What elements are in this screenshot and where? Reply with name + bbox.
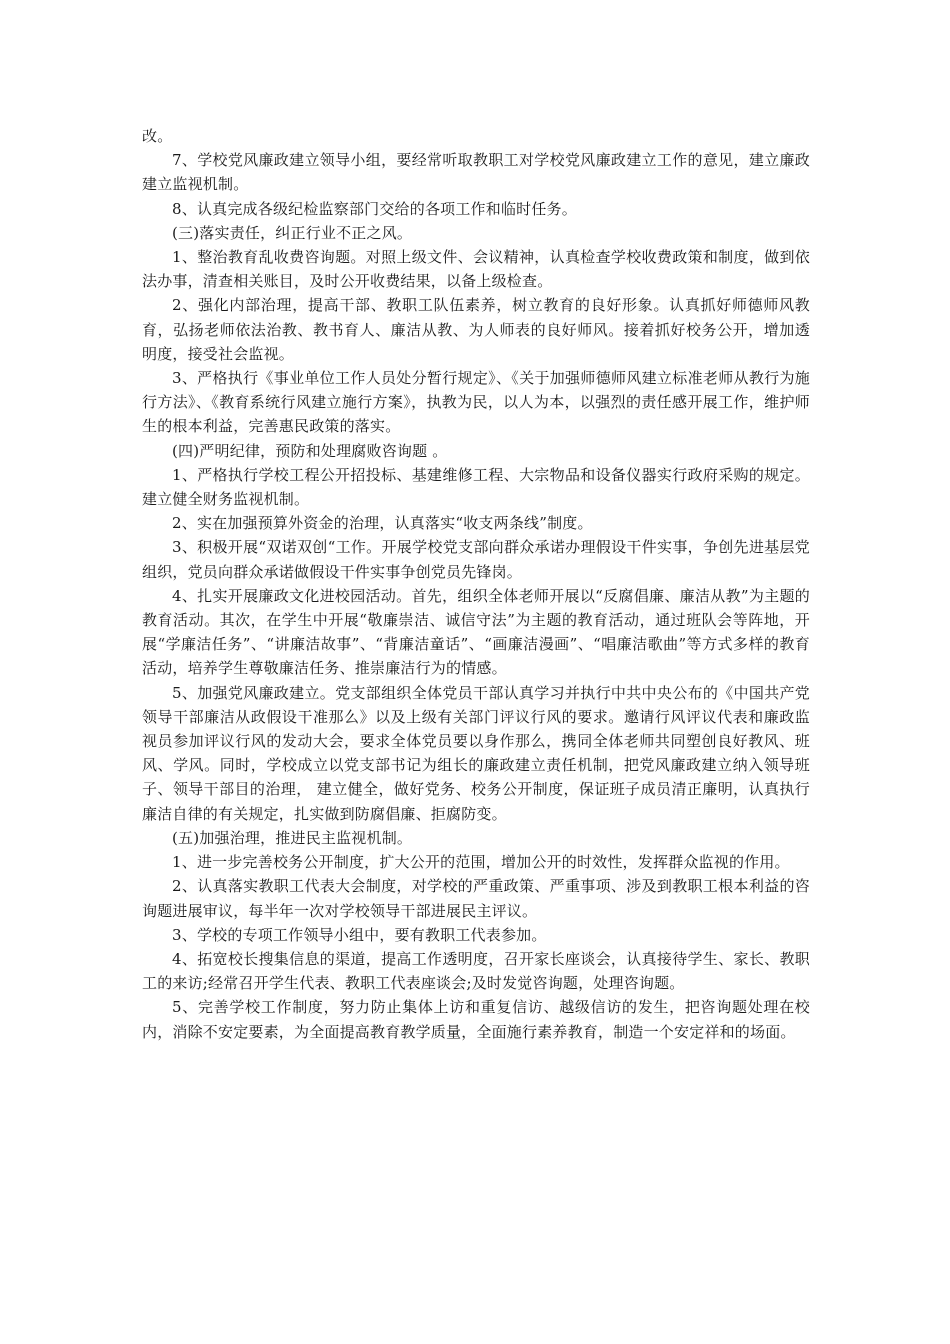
section-heading-5: (五)加强治理，推进民主监视机制。 <box>172 828 413 847</box>
paragraph-14: 1、进一步完善校务公开制度，扩大公开的范围，增加公开的时效性，发挥群众监视的作用。 <box>172 853 790 872</box>
paragraph-11: 4、扎实开展廉政文化进校园活动。首先，组织全体老师开展以“反腐倡廉、廉洁从教”为主题的教育活动。其次，在学生中开展“敬廉崇洁、诚信守法”为主题的教育活动，通过班队会等阵地，开展“学廉洁任务”、“讲廉洁故事”、“背廉洁童话”、“画廉洁漫画”、“唱廉洁歌曲”等方式多样的教育活动，培养学生尊敬廉洁任务、推崇廉洁行为的情感。 <box>142 586 810 678</box>
paragraph-4: 1、整治教育乱收费咨询题。对照上级文件、会议精神，认真检查学校收费政策和制度，做到依法办事，清查相关账目，及时公开收费结果，以备上级检查。 <box>142 248 810 291</box>
paragraph-1: 7、学校党风廉政建立领导小组，要经常听取教职工对学校党风廉政建立工作的意见，建立廉政建立监视机制。 <box>142 151 810 194</box>
paragraph-16: 3、学校的专项工作领导小组中，要有教职工代表参加。 <box>172 925 547 944</box>
paragraph-9: 2、实在加强预算外资金的治理，认真落实“收支两条线”制度。 <box>172 514 593 533</box>
section-heading-4: (四)严明纪律，预防和处理腐败咨询题 。 <box>172 441 448 460</box>
document-body <box>142 124 810 1044</box>
paragraph-12: 5、加强党风廉政建立。党支部组织全体党员干部认真学习并执行中共中央公布的《中国共产党领导干部廉洁从政假设干准那么》以及上级有关部门评议行风的要求。邀请行风评议代表和廉政监视员参加评议行风的发动大会，要求全体党员要以身作那么，携同全体老师共同塑创良好教风、班风、学风。同时，学校成立以党支部书记为组长的廉政建立责任机制，把党风廉政建立纳入领导班子、领导干部目的治理， 建立健全，做好党务、校务公开制度，保证班子成员清正廉明，认真执行廉洁自律的有关规定，扎实做到防腐倡廉、拒腐防变。 <box>142 683 810 823</box>
paragraph-10: 3、积极开展“双诺双创“工作。开展学校党支部向群众承诺办理假设干件实事，争创先进基层党组织，党员向群众承诺做假设干件实事争创党员先锋岗。 <box>142 538 810 581</box>
paragraph-2: 8、认真完成各级纪检监察部门交给的各项工作和临时任务。 <box>172 199 577 218</box>
section-heading-3: (三)落实责任，纠正行业不正之风。 <box>172 223 413 242</box>
paragraph-6: 3、严格执行《事业单位工作人员处分暂行规定》、《关于加强师德师风建立标准老师从教行为施行方法》、《教育系统行风建立施行方案》，执教为民，以人为本，以强烈的责任感开展工作，维护师生的根本利益，完善惠民政策的落实。 <box>142 369 810 436</box>
paragraph-5: 2、强化内部治理，提高干部、教职工队伍素养，树立教育的良好形象。认真抓好师德师风教育，弘扬老师依法治教、教书育人、廉洁从教、为人师表的良好师风。接着抓好校务公开，增加透明度，接受社会监视。 <box>142 296 810 363</box>
paragraph-0: 改。 <box>142 127 173 145</box>
paragraph-15: 2、认真落实教职工代表大会制度，对学校的严重政策、严重事项、涉及到教职工根本利益的咨询题进展审议，每半年一次对学校领导干部进展民主评议。 <box>142 877 810 920</box>
paragraph-18: 5、完善学校工作制度，努力防止集体上访和重复信访、越级信访的发生，把咨询题处理在校内，消除不安定要素，为全面提高教育教学质量，全面施行素养教育，制造一个安定祥和的场面。 <box>142 998 810 1041</box>
paragraph-8: 1、严格执行学校工程公开招投标、基建维修工程、大宗物品和设备仪器实行政府采购的规定。建立健全财务监视机制。 <box>142 465 810 509</box>
paragraph-17: 4、拓宽校长搜集信息的渠道，提高工作透明度，召开家长座谈会，认真接待学生、家长、教职工的来访;经常召开学生代表、教职工代表座谈会;及时发觉咨询题，处理咨询题。 <box>142 949 810 993</box>
